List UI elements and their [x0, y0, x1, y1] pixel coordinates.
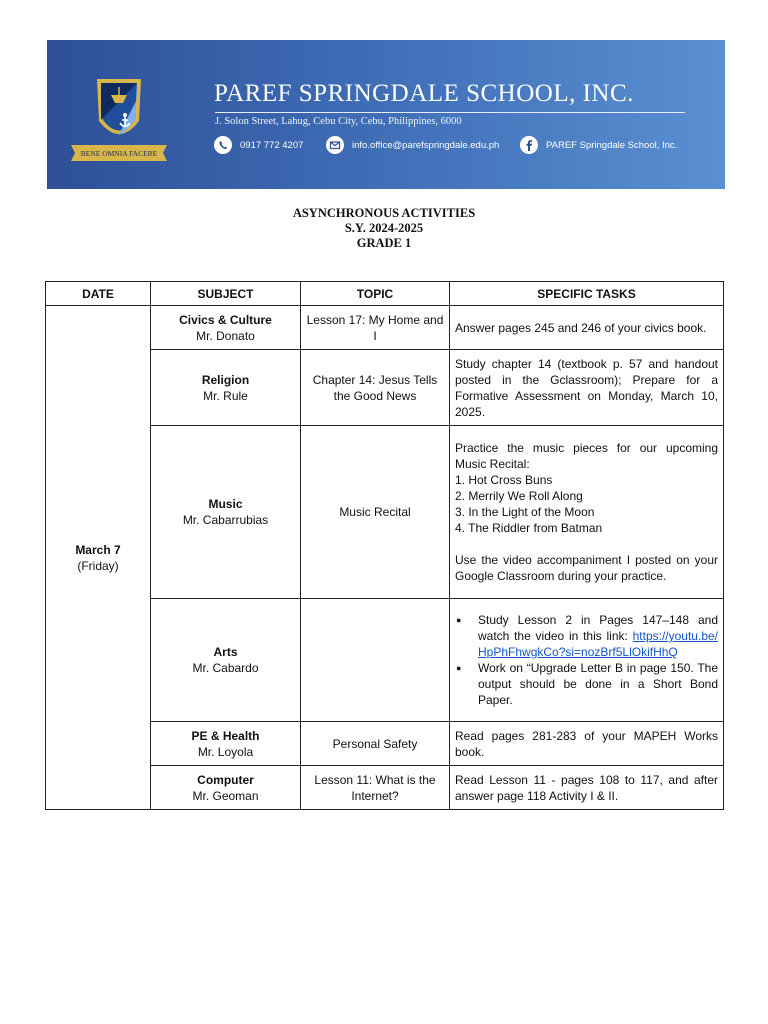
document-title — [0, 206, 768, 251]
arts-task-1: Study Lesson 2 in Pages 147–148 and watch the video in this link: — [478, 613, 718, 643]
subject-name: Computer — [197, 772, 254, 787]
header-topic: TOPIC — [301, 282, 450, 306]
subject-name: Religion — [201, 372, 250, 387]
teacher-name: Mr. Cabarrubias — [182, 513, 269, 527]
arts-task-list — [455, 612, 718, 708]
music-piece: 1. Hot Cross Buns — [455, 473, 553, 487]
day-label: (Friday) — [77, 558, 119, 573]
table-row — [46, 306, 724, 350]
topic-cell: Personal Safety — [301, 722, 450, 766]
teacher-name: Mr. Loyola — [197, 744, 254, 759]
date-label: March 7 — [75, 542, 121, 557]
topic-cell: Lesson 11: What is the Internet? — [301, 766, 450, 810]
contact-facebook — [520, 136, 677, 154]
title-line-3: GRADE 1 — [356, 236, 412, 250]
tasks-cell: Study chapter 14 (textbook p. 57 and handout posted in the Gclassroom); Prepare for a Formative Assessment on Monday, March 10, 2025. — [450, 350, 724, 426]
contact-phone — [214, 136, 303, 154]
topic-cell — [301, 599, 450, 722]
contact-email — [326, 136, 499, 154]
topic-cell: Music Recital — [301, 426, 450, 599]
subject-name: Arts — [213, 645, 238, 659]
header-tasks: SPECIFIC TASKS — [450, 282, 724, 306]
subject-name: PE & Health — [191, 728, 260, 743]
spacer — [455, 536, 718, 552]
subject-cell — [151, 599, 301, 722]
youtube-link[interactable]: https://youtu.be/HpPhFhwgkCo?si=nozBrf5LlOkifHhQ — [478, 629, 718, 659]
table-header-row — [46, 282, 724, 306]
music-piece: 3. In the Light of the Moon — [455, 505, 595, 519]
tasks-cell — [450, 599, 724, 722]
phone-number: 0917 772 4207 — [240, 139, 304, 151]
svg-text:BENE OMNIA FACERE: BENE OMNIA FACERE — [80, 149, 158, 158]
tasks-cell: Read Lesson 11 - pages 108 to 117, and after answer page 118 Activity I & II. — [450, 766, 724, 810]
email-address: info.office@parefspringdale.edu.ph — [352, 139, 500, 151]
tasks-cell: Read pages 281-283 of your MAPEH Works book. — [450, 722, 724, 766]
subject-cell — [151, 722, 301, 766]
list-item — [478, 612, 718, 660]
title-line-2: S.Y. 2024-2025 — [344, 221, 424, 235]
school-address: J. Solon Street, Lahug, Cebu City, Cebu, Philippines, 6000 — [215, 116, 462, 127]
tasks-cell: Answer pages 245 and 246 of your civics book. — [450, 306, 724, 350]
arts-task-2: Work on “Upgrade Letter B in page 150. The output should be done in a Short Bond Paper. — [478, 661, 718, 707]
school-name: PAREF SPRINGDALE SCHOOL, INC. — [214, 80, 634, 107]
school-crest-logo — [67, 75, 171, 163]
activities-table — [45, 281, 724, 810]
facebook-icon — [520, 136, 538, 154]
music-piece: 2. Merrily We Roll Along — [455, 489, 583, 503]
subject-cell — [151, 766, 301, 810]
subject-name: Music — [208, 497, 243, 511]
teacher-name: Mr. Geoman — [192, 788, 259, 803]
teacher-name: Mr. Cabardo — [192, 661, 259, 675]
music-piece: 4. The Riddler from Batman — [455, 521, 603, 535]
header-subject: SUBJECT — [151, 282, 301, 306]
topic-cell: Lesson 17: My Home and I — [301, 306, 450, 350]
music-intro: Practice the music pieces for our upcoming Music Recital: — [455, 441, 718, 471]
subject-name: Civics & Culture — [179, 312, 272, 327]
teacher-name: Mr. Donato — [196, 328, 255, 343]
facebook-page-name: PAREF Springdale School, Inc. — [546, 139, 678, 151]
email-icon — [326, 136, 344, 154]
name-divider — [215, 112, 685, 113]
phone-icon — [214, 136, 232, 154]
subject-cell — [151, 306, 301, 350]
date-cell — [46, 306, 151, 810]
school-header-banner — [47, 40, 725, 189]
music-outro: Use the video accompaniment I posted on your Google Classroom during your practice. — [455, 553, 718, 583]
header-date: DATE — [46, 282, 151, 306]
topic-cell: Chapter 14: Jesus Tells the Good News — [301, 350, 450, 426]
subject-cell — [151, 426, 301, 599]
list-item — [478, 660, 718, 708]
subject-cell — [151, 350, 301, 426]
tasks-cell — [450, 426, 724, 599]
title-line-1: ASYNCHRONOUS ACTIVITIES — [292, 206, 476, 220]
teacher-name: Mr. Rule — [203, 388, 248, 403]
